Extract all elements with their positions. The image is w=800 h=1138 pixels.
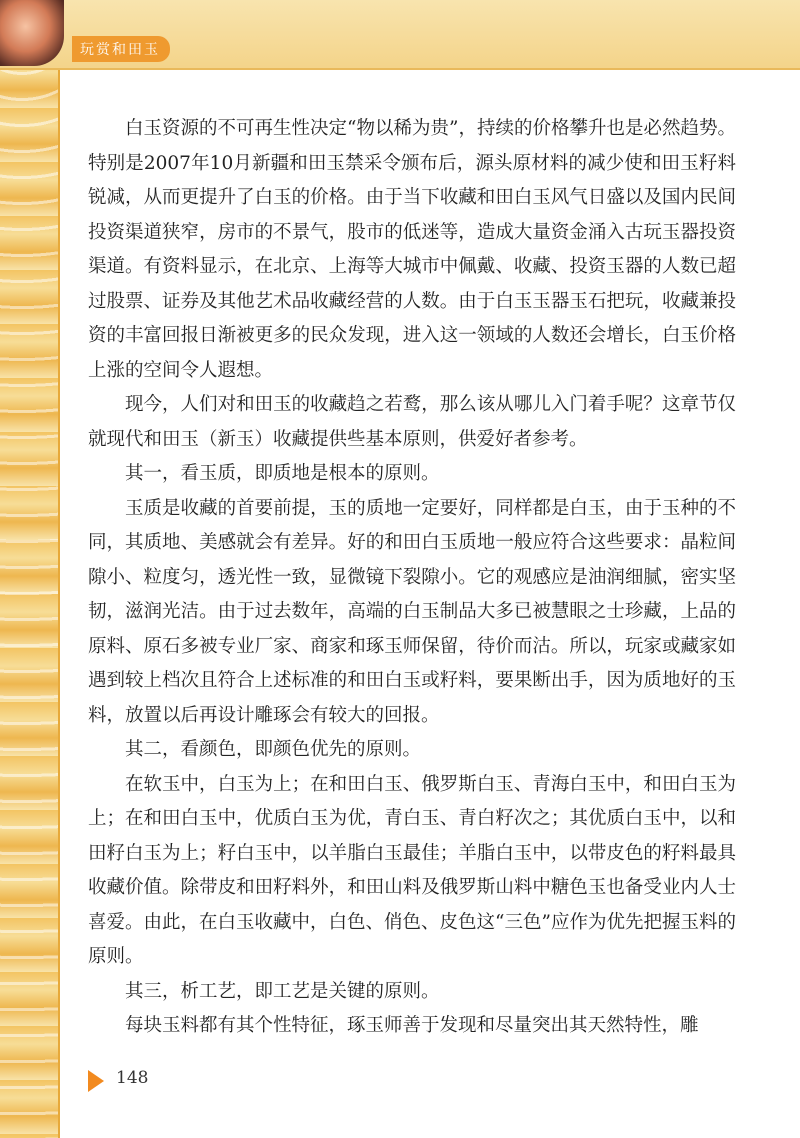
paragraph: 其二，看颜色，即颜色优先的原则。 <box>125 739 422 760</box>
paragraph: 现今，人们对和田玉的收藏趋之若鹜，那么该从哪儿入门着手呢？这章节仅就现代和田玉（新玉）收藏提供些基本原则，供爱好者参考。 <box>88 394 736 450</box>
paragraph: 其一，看玉质，即质地是根本的原则。 <box>125 463 440 484</box>
body-text <box>88 112 736 1044</box>
jade-emblem-image <box>0 0 64 66</box>
paragraph: 每块玉料都有其个性特征，琢玉师善于发现和尽量突出其天然特性，雕 <box>125 1015 699 1036</box>
paragraph: 白玉资源的不可再生性决定“物以稀为贵”，持续的价格攀升也是必然趋势。特别是2007年10月新疆和田玉禁采令颁布后，源头原材料的减少使和田玉籽料锐减，从而更提升了白玉的价格。由于当下收藏和田白玉风气日盛以及国内民间投资渠道狭窄，房市的不景气，股市的低迷等，造成大量资金涌入古玩玉器投资渠道。有资料显示，在北京、上海等大城市中佩戴、收藏、投资玉器的人数已超过股票、证券及其他艺术品收藏经营的人数。由于白玉玉器玉石把玩，收藏兼投资的丰富回报日渐被更多的民众发现，进入这一领域的人数还会增长，白玉价格上涨的空间令人遐想。 <box>88 118 736 381</box>
running-header-title: 玩赏和田玉 <box>72 36 170 62</box>
triangle-arrow-icon <box>88 1070 104 1092</box>
paragraph: 在软玉中，白玉为上；在和田白玉、俄罗斯白玉、青海白玉中，和田白玉为上；在和田白玉中，优质白玉为优，青白玉、青白籽次之；其优质白玉中，以和田籽白玉为上；籽白玉中，以羊脂白玉最佳；羊脂白玉中，以带皮色的籽料最具收藏价值。除带皮和田籽料外，和田山料及俄罗斯山料中糖色玉也备受业内人士喜爱。由此，在白玉收藏中，白色、俏色、皮色这“三色”应作为优先把握玉料的原则。 <box>88 773 736 967</box>
paragraph: 玉质是收藏的首要前提，玉的质地一定要好，同样都是白玉，由于玉种的不同，其质地、美感就会有差异。好的和田白玉质地一般应符合这些要求：晶粒间隙小、粒度匀，透光性一致，显微镜下裂隙小。它的观感应是油润细腻，密实坚韧，滋润光洁。由于过去数年，高端的白玉制品大多已被慧眼之士珍藏，上品的原料、原石多被专业厂家、商家和琢玉师保留，待价而沽。所以，玩家或藏家如遇到较上档次且符合上述标准的和田白玉或籽料，要果断出手，因为质地好的玉料，放置以后再设计雕琢会有较大的回报。 <box>88 497 736 726</box>
paragraph: 其三，析工艺，即工艺是关键的原则。 <box>125 980 440 1002</box>
decorative-side-border <box>0 0 60 1138</box>
page-number: 148 <box>116 1068 149 1088</box>
